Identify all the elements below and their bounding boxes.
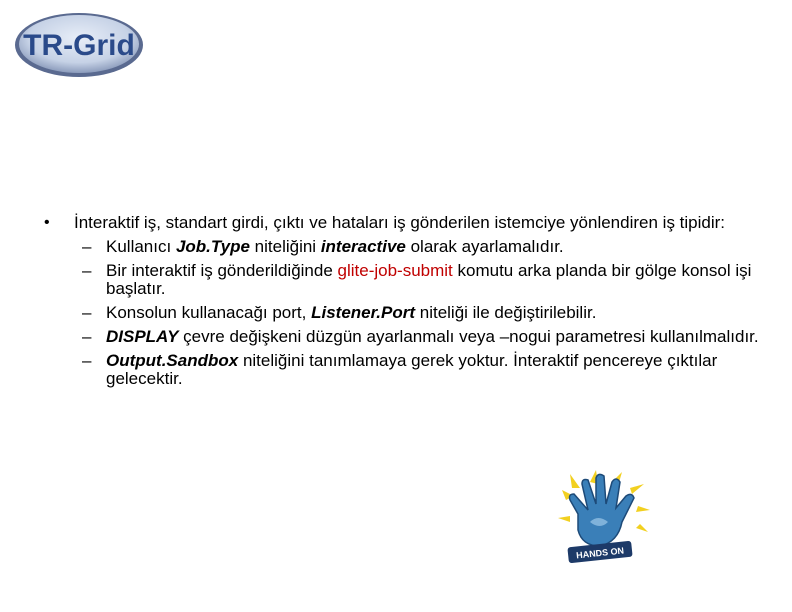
hands-on-icon xyxy=(556,470,652,570)
logo-text: TR-Grid xyxy=(23,29,135,62)
sub-bullet-list xyxy=(44,238,764,388)
slide-content xyxy=(44,214,764,394)
dash-icon: – xyxy=(82,237,92,256)
tr-grid-logo xyxy=(12,10,146,80)
sub-bullet-4: – DISPLAY çevre değişkeni düzgün ayarlanmalı veya –nogui parametresi kullanılmalıdır. xyxy=(82,327,759,346)
sub-bullet-2: – Bir interaktif iş gönderildiğinde glite-job-submit komutu arka planda bir gölge konsol işi başlatır. xyxy=(82,261,752,298)
dash-icon: – xyxy=(82,327,92,346)
main-bullet-text: İnteraktif iş, standart girdi, çıktı ve hataları iş gönderilen istemciye yönlendiren iş tipidir: xyxy=(74,213,726,232)
dash-icon: – xyxy=(82,261,92,280)
sub-bullet-5: – Output.Sandbox niteliğini tanımlamaya gerek yoktur. İnteraktif pencereye çıktılar gelecektir. xyxy=(82,351,718,388)
hands-on-label: HANDS ON xyxy=(575,545,625,561)
dash-icon: – xyxy=(82,303,92,322)
main-bullet xyxy=(44,214,764,232)
command-highlight: glite-job-submit xyxy=(337,261,453,280)
sub-bullet-3: – Konsolun kullanacağı port, Listener.Port niteliği ile değiştirilebilir. xyxy=(82,303,597,322)
dash-icon: – xyxy=(82,351,92,370)
sub-bullet-1: – Kullanıcı Job.Type niteliğini interactive olarak ayarlamalıdır. xyxy=(82,237,564,256)
bullet-icon: • xyxy=(44,214,50,231)
